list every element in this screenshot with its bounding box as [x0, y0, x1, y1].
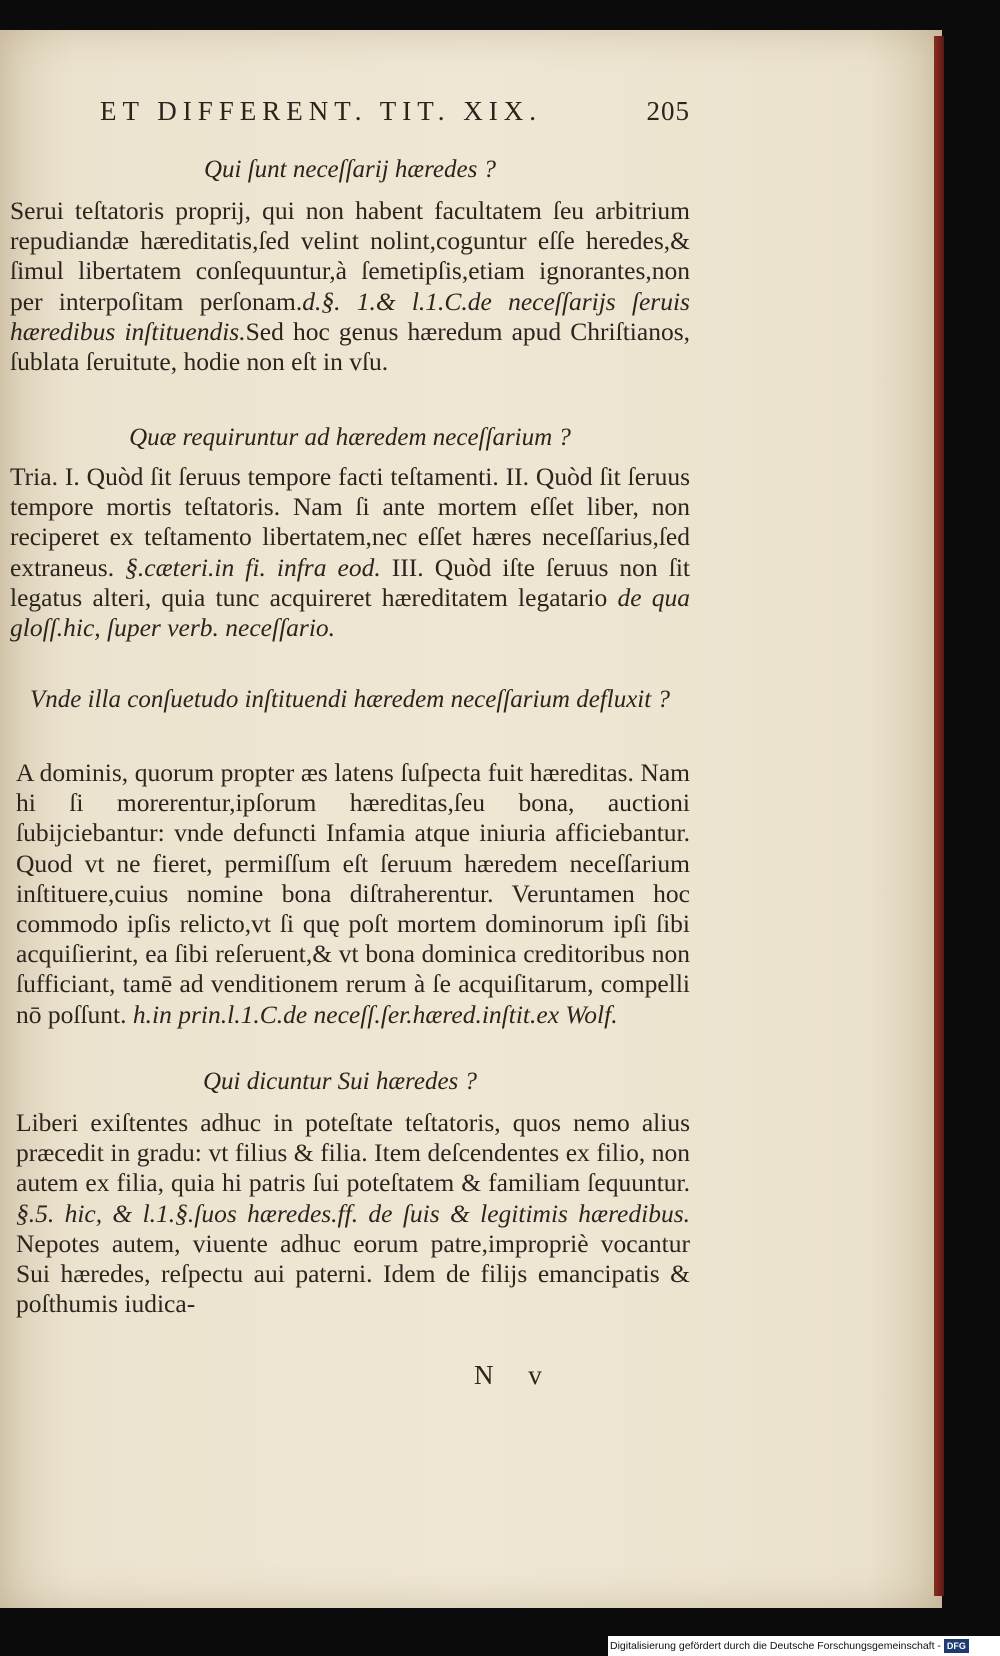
answer-paragraph	[10, 196, 690, 377]
body-text: A dominis, quorum propter æs latens ſuſpecta fuit hæreditas. Nam hi ſi morerentur,ipſorum hæreditas,ſeu bona, auctioni ſubijciebantur: vnde defuncti Infamia atque iniuria afficiebantur. Quod vt ne fieret, permiſſum eſt ſeruum hæredem neceſſarium inſtituere,cuius nomine bona diſtraherentur. Veruntamen hoc commodo ipſis relicto,vt ſi quę poſt mortem dominorum ipſi ſibi acquiſierint, ea ſibi reſeruent,& vt bona dominica creditoribus non ſufficiant, tamē ad venditionem rerum à ſe acquiſitarum, compelli nō poſſunt.	[16, 758, 690, 1029]
answer-paragraph	[16, 1108, 690, 1319]
body-text: Tria. I. Quòd ſit ſeruus tempore facti teſtamenti. II. Quòd ſit ſeruus tempore mortis teſtatoris. Nam ſi ante mortem eſſet liber, non reciperet ex teſtamento libertatem,nec eſſet hæres neceſſarius,ſed extraneus.	[10, 462, 690, 582]
legal-citation: h.in prin.l.1.C.de neceſſ.ſer.hæred.inſtit.ex Wolf.	[132, 999, 618, 1029]
page-number: 205	[646, 96, 690, 126]
running-head	[100, 96, 690, 127]
answer-paragraph	[10, 462, 690, 643]
body-text: Nepotes autem, viuente adhuc eorum patre,impropriè vocantur Sui hæredes, reſpectu aui paterni. Idem de filijs emancipatis & poſthumis iudica-	[16, 1228, 690, 1319]
body-text: Serui teſtatoris proprij, qui non habent facultatem ſeu arbitrium repudiandæ hæreditatis,ſed velint nolint,coguntur eſſe heredes,& ſimul libertatem conſequuntur,à ſemetipſis,etiam ignorantes,non per interpoſitam perſonam.	[10, 196, 690, 316]
dfg-logo-icon: DFG	[944, 1639, 969, 1653]
footer-text: Digitalisierung gefördert durch die Deutsche Forschungsgemeinschaft -	[610, 1640, 941, 1652]
running-head-title: ET DIFFERENT. TIT. XIX.	[100, 96, 542, 126]
question-heading: Vnde illa conſuetudo inſtituendi hæredem neceſſarium defluxit ?	[30, 686, 670, 713]
body-text: Sed hoc genus hæredum apud Chriſtianos, ſublata ſeruitute, hodie non eſt in vſu.	[10, 316, 690, 377]
legal-citation: de qua gloſſ.hic, ſuper verb. neceſſario.	[10, 582, 690, 643]
body-text: Liberi exiſtentes adhuc in poteſtate teſtatoris, quos nemo alius præcedit in gradu: vt filius & filia. Item deſcendentes ex filio, non autem ex filia, quia hi patris ſui poteſtatem & familiam ſequuntur.	[16, 1108, 690, 1198]
book-page	[0, 30, 942, 1608]
question-heading: Qui ſunt neceſſarij hæredes ?	[203, 156, 497, 183]
question-heading: Quæ requiruntur ad hæredem neceſſarium ?	[129, 424, 571, 451]
page-text	[0, 30, 942, 1608]
legal-citation: §.cæteri.in fi. infra eod.	[125, 552, 381, 582]
signature-mark: N v	[474, 1360, 556, 1390]
legal-citation: d.§. 1.& l.1.C.de neceſſarijs ſeruis hæredibus inſtituendis.	[10, 286, 690, 346]
book-edge	[934, 36, 944, 1596]
answer-paragraph	[16, 758, 690, 1030]
legal-citation: §.5. hic, & l.1.§.ſuos hæredes.ff. de ſuis & legitimis hæredibus.	[16, 1198, 690, 1228]
funding-footer	[608, 1636, 1000, 1656]
body-text: III. Quòd iſte ſeruus non ſit legatus alteri, quia tunc acquireret hæreditatem legatario	[10, 552, 690, 612]
question-heading: Qui dicuntur Sui hæredes ?	[202, 1068, 478, 1095]
